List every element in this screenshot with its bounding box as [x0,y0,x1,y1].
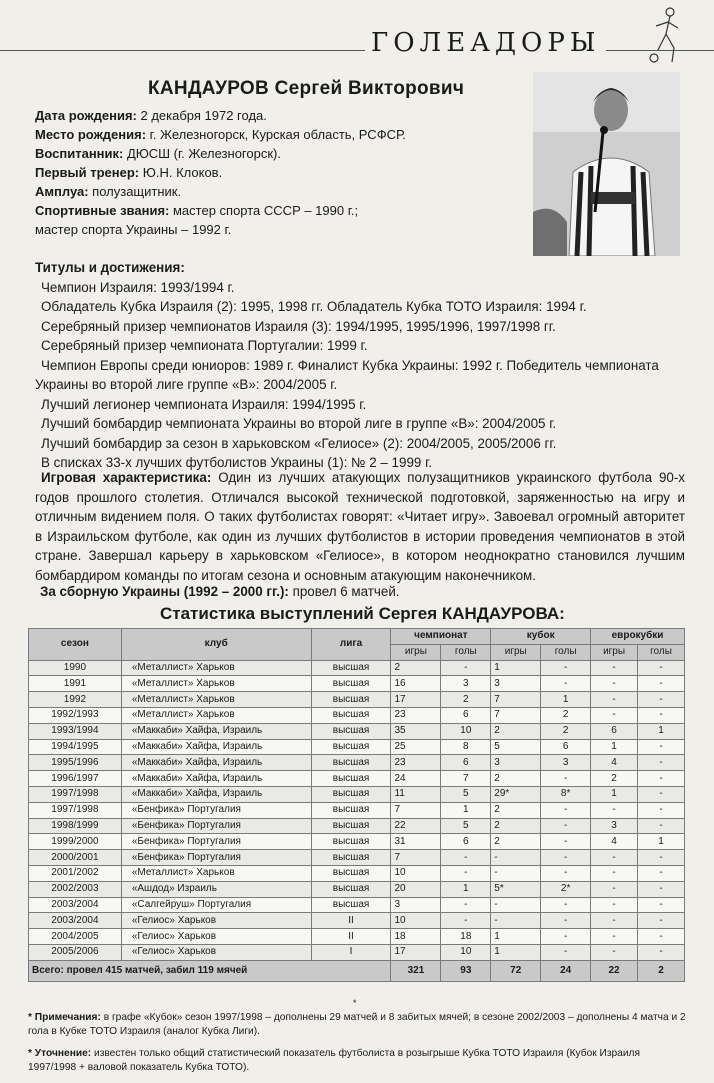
note-remarks: * Примечания: в графе «Кубок» сезон 1997/1998 – дополнены 29 матчей и 8 забитых мячей; в сезоне 2002/2003 – дополнены 4 матча и 2 гола в Кубке ТОТО Израиля (аналог Кубка Лиги). [28,1012,686,1037]
title-item: Лучший бомбардир чемпионата Украины во второй лиге в группе «В»: 2004/2005 г. [41,416,557,431]
cell-champ-games: 18 [391,929,441,945]
cell-club: «Маккаби» Хайфа, Израиль [121,786,311,802]
footnote-separator: * [353,998,357,1008]
cell-season: 1992 [29,692,122,708]
header-rule [0,50,714,51]
cell-club: «Бенфика» Португалия [121,850,311,866]
cell-euro-goals: - [638,707,685,723]
total-value: 72 [491,960,541,981]
cell-cup-games: 2 [491,723,541,739]
player-photo [533,72,680,256]
cell-euro-goals: - [638,755,685,771]
cell-league: высшая [311,881,391,897]
cell-cup-games: 1 [491,929,541,945]
cell-champ-games: 16 [391,676,441,692]
table-row [29,692,685,708]
cell-cup-games: - [491,913,541,929]
page-header [0,18,714,68]
total-value: 24 [541,960,591,981]
total-value: 2 [638,960,685,981]
table-row [29,802,685,818]
total-label: Всего: провел 415 матчей, забил 119 мячей [29,960,391,981]
cell-champ-games: 7 [391,802,441,818]
title-item: Обладатель Кубка Израиля (2): 1995, 1998 гг. Обладатель Кубка ТОТО Израиля: 1994 г. [41,299,587,314]
cell-champ-games: 31 [391,834,441,850]
note-clarification: * Уточнение: известен только общий статистический показатель футболиста в розыгрыше Кубка ТОТО Израиля (Кубок Израиля 1997/1998 + валовой показатель Кубка ТОТО). [28,1048,640,1073]
cell-club: «Маккаби» Хайфа, Израиль [121,755,311,771]
cell-euro-goals: - [638,786,685,802]
player-name: КАНДАУРОВ Сергей Викторович [148,78,465,99]
bio-line-birthplace: Место рождения: г. Железногорск, Курская область, РСФСР. [35,127,406,142]
header-club: клуб [121,629,311,661]
cell-cup-goals: - [541,944,591,960]
stats-body [29,660,685,960]
cell-cup-goals: - [541,913,591,929]
cell-season: 1997/1998 [29,786,122,802]
cell-cup-games: 2 [491,818,541,834]
cell-cup-goals: - [541,929,591,945]
title-item: Лучший легионер чемпионата Израиля: 1994/1995 г. [41,396,367,412]
bio-line-school: Воспитанник: ДЮСШ (г. Железногорск). [35,146,281,161]
table-row [29,881,685,897]
cell-champ-games: 10 [391,865,441,881]
cell-season: 2001/2002 [29,865,122,881]
cell-club: «Маккаби» Хайфа, Израиль [121,739,311,755]
cell-cup-goals: - [541,834,591,850]
cell-champ-goals: 6 [441,707,491,723]
header-goals: голы [441,644,491,660]
cell-league: высшая [311,850,391,866]
title-item: Чемпион Израиля: 1993/1994 г. [41,279,235,295]
cell-club: «Гелиос» Харьков [121,929,311,945]
cell-champ-goals: 2 [441,692,491,708]
bio-line-ranks-2: мастер спорта Украины – 1992 г. [35,222,232,237]
cell-cup-goals: - [541,850,591,866]
cell-cup-goals: 6 [541,739,591,755]
total-value: 22 [591,960,638,981]
cell-season: 2003/2004 [29,913,122,929]
cell-champ-goals: 10 [441,944,491,960]
bio-line-position: Амплуа: полузащитник. [35,184,182,199]
cell-cup-goals: 2 [541,723,591,739]
cell-euro-games: 4 [591,755,638,771]
cell-euro-goals: - [638,897,685,913]
table-row [29,929,685,945]
cell-club: «Маккаби» Хайфа, Израиль [121,723,311,739]
cell-champ-goals: - [441,850,491,866]
cell-champ-goals: - [441,913,491,929]
cell-champ-goals: 3 [441,676,491,692]
cell-euro-games: 1 [591,786,638,802]
cell-league: высшая [311,723,391,739]
cell-champ-goals: 5 [441,818,491,834]
cell-champ-games: 24 [391,771,441,787]
cell-champ-goals: - [441,660,491,676]
cell-cup-goals: - [541,818,591,834]
cell-league: высшая [311,676,391,692]
cell-season: 1995/1996 [29,755,122,771]
cell-league: высшая [311,818,391,834]
footballer-icon [646,6,686,66]
title-item: Серебряный призер чемпионата Португалии: 1999 г. [41,338,368,353]
bio-block [35,106,525,239]
cell-euro-goals: - [638,913,685,929]
cell-euro-games: - [591,881,638,897]
bio-line-ranks: Спортивные звания: мастер спорта СССР – 1990 г.; [35,203,359,218]
cell-champ-games: 22 [391,818,441,834]
cell-euro-goals: - [638,771,685,787]
cell-euro-goals: - [638,676,685,692]
cell-champ-games: 20 [391,881,441,897]
cell-euro-games: - [591,929,638,945]
cell-season: 2000/2001 [29,850,122,866]
cell-season: 1999/2000 [29,834,122,850]
cell-champ-games: 25 [391,739,441,755]
cell-champ-goals: 10 [441,723,491,739]
cell-champ-goals: 18 [441,929,491,945]
cell-club: «Ашдод» Израиль [121,881,311,897]
cell-league: высшая [311,739,391,755]
cell-euro-games: - [591,913,638,929]
cell-champ-games: 17 [391,692,441,708]
play-style-paragraph: Игровая характеристика: Один из лучших атакующих полузащитников украинского футбола 90-х годов прошлого столетия. Отличался высокой технической подготовкой, заряженностью на игру и отличным видением поля. О таких футболистах говорят: «Читает игру». Завоевал огромный авторитет в Израильском футболе, как один из лучших футболистов в истории проведения чемпионатов в этой стране. Завершал карьеру в харьковском «Гелиосе», в котором неоднократно становился лучшим бомбардиром команды по итогам сезона и основным атакующим наконечником. [35,470,685,583]
cell-euro-games: 1 [591,739,638,755]
header-season: сезон [29,629,122,661]
cell-club: «Металлист» Харьков [121,692,311,708]
table-row [29,676,685,692]
cell-league: высшая [311,786,391,802]
cell-cup-goals: 1 [541,692,591,708]
header-games: игры [491,644,541,660]
cell-cup-goals: 2* [541,881,591,897]
cell-euro-games: - [591,850,638,866]
cell-champ-goals: 7 [441,771,491,787]
cell-champ-goals: - [441,865,491,881]
cell-league: высшая [311,707,391,723]
cell-euro-games: - [591,865,638,881]
cell-club: «Маккаби» Хайфа, Израиль [121,771,311,787]
title-item: Серебряный призер чемпионатов Израиля (3): 1994/1995, 1995/1996, 1997/1998 гг. [41,318,556,334]
cell-cup-games: 5* [491,881,541,897]
total-row [29,960,685,981]
notes-block [28,1011,688,1083]
titles-heading: Титулы и достижения: [35,260,185,275]
cell-cup-games: 7 [491,707,541,723]
cell-champ-goals: 6 [441,755,491,771]
cell-euro-games: - [591,660,638,676]
cell-euro-goals: - [638,818,685,834]
cell-club: «Металлист» Харьков [121,865,311,881]
cell-champ-goals: 1 [441,881,491,897]
cell-club: «Салгейруш» Португалия [121,897,311,913]
cell-league: высшая [311,660,391,676]
bio-line-coach: Первый тренер: Ю.Н. Клоков. [35,165,223,180]
cell-club: «Гелиос» Харьков [121,944,311,960]
cell-champ-goals: 6 [441,834,491,850]
header-league: лига [311,629,391,661]
header-goals: голы [541,644,591,660]
cell-euro-games: 2 [591,771,638,787]
cell-cup-goals: 8* [541,786,591,802]
cell-champ-games: 23 [391,755,441,771]
cell-season: 1998/1999 [29,818,122,834]
cell-cup-games: 3 [491,755,541,771]
cell-champ-goals: - [441,897,491,913]
total-value: 321 [391,960,441,981]
cell-euro-goals: - [638,660,685,676]
cell-season: 2004/2005 [29,929,122,945]
header-games: игры [591,644,638,660]
stats-title: Статистика выступлений Сергея КАНДАУРОВА: [160,604,565,623]
cell-cup-games: 1 [491,660,541,676]
title-item: Чемпион Европы среди юниоров: 1989 г. Финалист Кубка Украины: 1992 г. Победитель чемпионата Украины во второй лиге группе «В»: 2004/2005 г. [35,357,659,392]
cell-cup-games: 2 [491,802,541,818]
cell-champ-games: 23 [391,707,441,723]
cell-club: «Металлист» Харьков [121,660,311,676]
table-row [29,755,685,771]
cell-club: «Бенфика» Португалия [121,818,311,834]
cell-cup-games: 3 [491,676,541,692]
table-row [29,913,685,929]
cell-league: высшая [311,755,391,771]
cell-cup-games: - [491,865,541,881]
cell-euro-games: - [591,802,638,818]
cell-champ-goals: 5 [441,786,491,802]
cell-season: 1993/1994 [29,723,122,739]
cell-cup-goals: 2 [541,707,591,723]
cell-euro-games: 3 [591,818,638,834]
section-title: ГОЛЕАДОРЫ [365,28,606,58]
cell-cup-games: 1 [491,944,541,960]
cell-champ-games: 2 [391,660,441,676]
cell-league: высшая [311,802,391,818]
bio-line-birthdate: Дата рождения: 2 декабря 1972 года. [35,108,267,123]
cell-cup-games: - [491,897,541,913]
cell-champ-games: 3 [391,897,441,913]
cell-euro-games: - [591,897,638,913]
cell-euro-games: - [591,676,638,692]
cell-club: «Гелиос» Харьков [121,913,311,929]
cell-club: «Металлист» Харьков [121,707,311,723]
table-row [29,850,685,866]
cell-season: 2005/2006 [29,944,122,960]
cell-euro-goals: - [638,929,685,945]
cell-club: «Бенфика» Португалия [121,802,311,818]
cell-season: 2002/2003 [29,881,122,897]
cell-euro-goals: - [638,944,685,960]
cell-cup-games: 2 [491,771,541,787]
cell-league: высшая [311,771,391,787]
cell-euro-goals: - [638,802,685,818]
table-row [29,707,685,723]
cell-euro-goals: 1 [638,723,685,739]
cell-champ-games: 11 [391,786,441,802]
cell-champ-games: 10 [391,913,441,929]
cell-euro-goals: - [638,739,685,755]
cell-champ-games: 7 [391,850,441,866]
table-row [29,865,685,881]
table-row [29,897,685,913]
cell-cup-games: 5 [491,739,541,755]
cell-club: «Металлист» Харьков [121,676,311,692]
cell-euro-games: - [591,707,638,723]
table-row [29,660,685,676]
cell-cup-goals: - [541,802,591,818]
cell-league: высшая [311,834,391,850]
table-row [29,818,685,834]
cell-season: 1997/1998 [29,802,122,818]
cell-euro-games: - [591,944,638,960]
table-row [29,786,685,802]
cell-euro-goals: 1 [638,834,685,850]
cell-cup-goals: - [541,771,591,787]
cell-euro-goals: - [638,850,685,866]
table-row [29,834,685,850]
table-row [29,739,685,755]
cell-league: высшая [311,692,391,708]
cell-champ-games: 17 [391,944,441,960]
header-games: игры [391,644,441,660]
cell-cup-games: 7 [491,692,541,708]
header-eurocups: еврокубки [591,629,685,645]
cell-season: 1992/1993 [29,707,122,723]
cell-champ-goals: 1 [441,802,491,818]
cell-league: высшая [311,865,391,881]
cell-club: «Бенфика» Португалия [121,834,311,850]
cell-cup-games: 29* [491,786,541,802]
total-value: 93 [441,960,491,981]
title-item: Лучший бомбардир за сезон в харьковском «Гелиосе» (2): 2004/2005, 2005/2006 гг. [41,435,557,451]
cell-euro-games: 4 [591,834,638,850]
header-goals: голы [638,644,685,660]
cell-cup-goals: - [541,897,591,913]
titles-block [35,258,675,473]
cell-league: II [311,913,391,929]
stats-table [28,628,685,982]
title-item: В списках 33-х лучших футболистов Украины (1): № 2 – 1999 г. [41,455,433,470]
national-team-line: За сборную Украины (1992 – 2000 гг.): провел 6 матчей. [40,584,400,599]
cell-league: высшая [311,897,391,913]
table-row [29,723,685,739]
cell-league: I [311,944,391,960]
cell-cup-goals: 3 [541,755,591,771]
cell-league: II [311,929,391,945]
cell-season: 1990 [29,660,122,676]
cell-cup-games: 2 [491,834,541,850]
header-championship: чемпионат [391,629,491,645]
cell-cup-games: - [491,850,541,866]
cell-euro-games: 6 [591,723,638,739]
table-row [29,771,685,787]
table-row [29,944,685,960]
player-photo-illustration [533,72,680,256]
cell-cup-goals: - [541,865,591,881]
cell-euro-goals: - [638,881,685,897]
cell-euro-goals: - [638,865,685,881]
cell-euro-games: - [591,692,638,708]
cell-season: 1996/1997 [29,771,122,787]
cell-season: 2003/2004 [29,897,122,913]
cell-season: 1991 [29,676,122,692]
cell-cup-goals: - [541,660,591,676]
header-cup: кубок [491,629,591,645]
cell-cup-goals: - [541,676,591,692]
cell-euro-goals: - [638,692,685,708]
cell-champ-goals: 8 [441,739,491,755]
cell-season: 1994/1995 [29,739,122,755]
cell-champ-games: 35 [391,723,441,739]
